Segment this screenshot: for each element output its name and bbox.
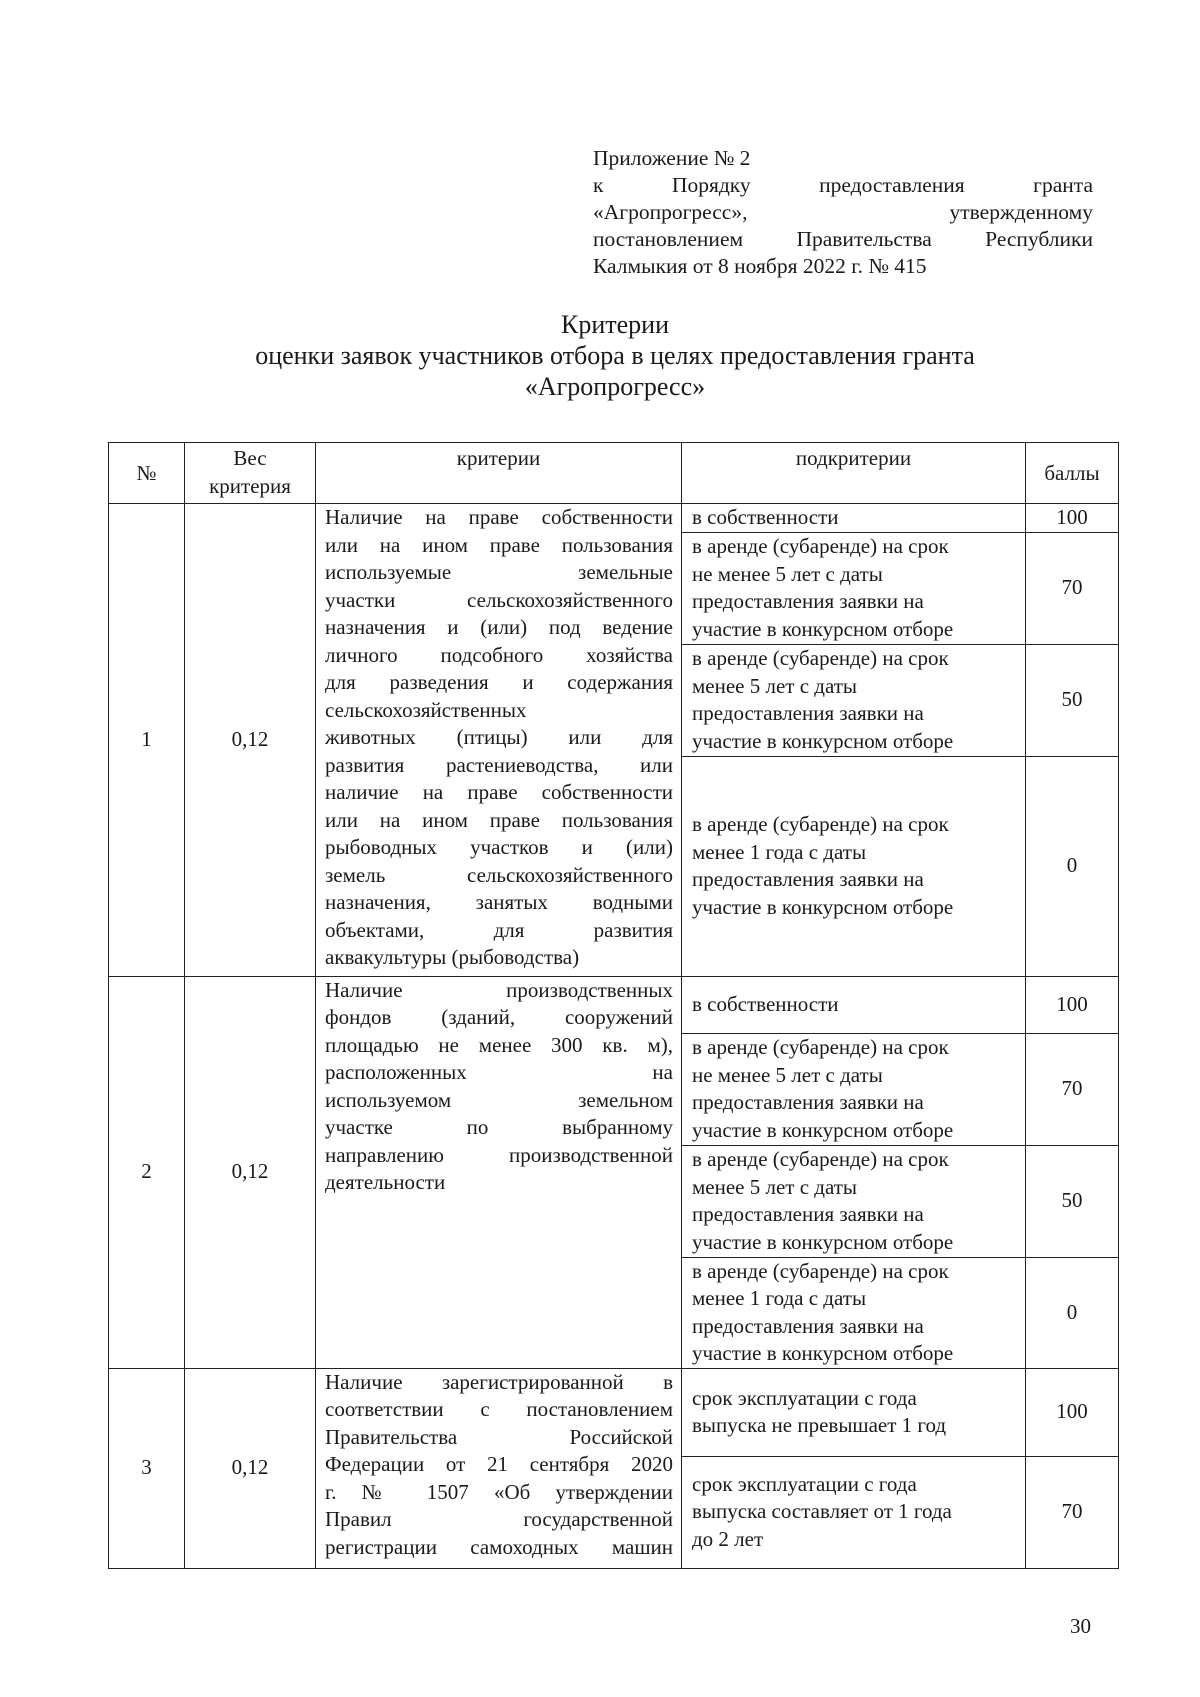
title-line: Критерии [561,310,669,339]
subcriterion-text [682,1145,1026,1257]
criterion-line: рыбоводных участков и (или) [325,835,673,859]
criterion-line: Федерации от 21 сентября 2020 [325,1452,673,1476]
criterion-line: Наличие зарегистрированной в [325,1369,673,1394]
criterion-text [316,1368,682,1568]
criterion-line: или на ином праве пользования [325,532,673,557]
subcriterion-line: предоставления заявки на [692,1202,924,1226]
criterion-line: фондов (зданий, сооружений [325,1005,673,1029]
title-line: «Агропрогресс» [524,372,706,401]
subcriterion-text [682,1257,1026,1368]
table-body [109,504,1119,1569]
subcriterion-line: предоставления заявки на [692,701,924,725]
header-number: № [109,443,185,504]
points-value: 70 [1026,532,1119,644]
criterion-line: личного подсобного хозяйства [325,642,673,667]
criterion-line: расположенных на [325,1060,673,1084]
appendix-line: к Порядку предоставления гранта [593,173,1093,197]
criterion-line: Наличие производственных [325,977,673,1002]
appendix-header [593,145,1093,280]
subcriterion-text [682,1368,1026,1456]
subcriterion-line: менее 1 года с даты [692,839,867,864]
criterion-line: сельскохозяйственных [325,697,527,722]
subcriterion-text [682,976,1026,1033]
row-number: 3 [109,1368,185,1568]
subcriterion-line: не менее 5 лет с даты [692,561,883,586]
subcriterion-text [682,644,1026,756]
criterion-line: регистрации самоходных машин [325,1534,673,1559]
subcriterion-line: участие в конкурсном отборе [692,1341,954,1365]
criterion-line: назначения, занятых водными [325,890,673,914]
subcriterion-line: менее 5 лет с даты [692,673,858,698]
subcriterion-line: менее 5 лет с даты [692,1174,858,1199]
criterion-line: назначения и (или) под ведение [325,615,673,639]
criterion-text [316,976,682,1368]
header-weight-line: критерия [209,473,291,498]
criterion-weight: 0,12 [185,976,316,1368]
subcriterion-line: менее 1 года с даты [692,1286,867,1310]
criterion-line: Правил государственной [325,1507,673,1531]
subcriterion-line: участие в конкурсном отборе [692,894,954,919]
subcriterion-text [682,504,1026,533]
appendix-line: постановлением Правительства Республики [593,227,1093,251]
subcriterion-line: в аренде (субаренде) на срок [692,812,949,836]
subcriterion-line: срок эксплуатации с года [692,1385,917,1410]
points-value: 70 [1026,1456,1119,1568]
criterion-line: Наличие на праве собственности [325,505,673,529]
points-value: 50 [1026,644,1119,756]
points-value: 100 [1026,976,1119,1033]
subcriterion-line: в аренде (субаренде) на срок [692,1147,949,1171]
criterion-text [316,504,682,977]
criterion-line: аквакультуры (рыбоводства) [325,945,580,969]
subcriterion-line: в аренде (субаренде) на срок [692,1035,949,1059]
appendix-line: «Агропрогресс», утвержденному [593,200,1093,224]
subcriterion-line: в аренде (субаренде) на срок [692,1258,949,1283]
points-value: 50 [1026,1145,1119,1257]
subcriterion-line: предоставления заявки на [692,867,924,891]
subcriterion-text [682,756,1026,976]
subcriterion-line: выпуска составляет от 1 года [692,1499,952,1524]
page-number: 30 [1070,1614,1091,1638]
subcriterion-line: в собственности [692,991,839,1016]
subcriterion-line: участие в конкурсном отборе [692,1229,954,1254]
subcriterion-text [682,1456,1026,1568]
row-number: 1 [109,504,185,977]
subcriterion-line: срок эксплуатации с года [692,1471,917,1496]
criterion-line: участке по выбранному [325,1115,673,1139]
subcriterion-line: в собственности [692,505,839,529]
criterion-weight: 0,12 [185,504,316,977]
subcriterion-line: не менее 5 лет с даты [692,1062,883,1087]
subcriterion-text [682,1033,1026,1145]
header-criteria: критерии [316,443,682,504]
row-number: 2 [109,976,185,1368]
criterion-line: участки сельскохозяйственного [325,587,673,612]
table-row [109,976,1119,1033]
criterion-line: используемые земельные [325,560,673,584]
subcriterion-line: участие в конкурсном отборе [692,1117,954,1142]
header-weight-line: Вес [233,446,267,470]
subcriterion-line: предоставления заявки на [692,1090,924,1114]
header-subcriteria: подкритерии [682,443,1026,504]
criterion-line: Правительства Российской [325,1424,673,1449]
title-line: оценки заявок участников отбора в целях предоставления гранта [255,341,975,370]
subcriterion-line: предоставления заявки на [692,589,924,613]
appendix-line: Калмыкия от 8 ноября 2022 г. № 415 [593,254,927,278]
points-value: 100 [1026,1368,1119,1456]
criterion-line: г. № 1507 «Об утверждении [325,1479,673,1504]
subcriterion-line: участие в конкурсном отборе [692,728,954,753]
document-title [100,309,1130,402]
subcriterion-line: выпуска не превышает 1 год [692,1413,947,1437]
appendix-line: Приложение № 2 [593,146,751,170]
criterion-line: используемом земельном [325,1087,673,1112]
criterion-line: развития растениеводства, или [325,752,673,777]
criterion-line: наличие на праве собственности [325,780,673,804]
header-points: баллы [1026,443,1119,504]
criterion-line: соответствии с постановлением [325,1397,673,1421]
criterion-line: объектами, для развития [325,917,673,942]
subcriterion-text [682,532,1026,644]
criterion-weight: 0,12 [185,1368,316,1568]
subcriterion-line: до 2 лет [692,1526,764,1551]
criteria-table [108,442,1119,1569]
points-value: 0 [1026,1257,1119,1368]
table-row [109,1368,1119,1456]
criterion-line: площадью не менее 300 кв. м), [325,1032,673,1057]
subcriterion-line: участие в конкурсном отборе [692,616,954,641]
subcriterion-line: в аренде (субаренде) на срок [692,646,949,670]
table-header-row [109,443,1119,504]
criterion-line: животных (птицы) или для [325,725,673,749]
points-value: 100 [1026,504,1119,533]
criterion-line: земель сельскохозяйственного [325,862,673,887]
subcriterion-line: предоставления заявки на [692,1313,924,1338]
criterion-line: деятельности [325,1170,446,1194]
criterion-line: или на ином праве пользования [325,807,673,832]
points-value: 70 [1026,1033,1119,1145]
subcriterion-line: в аренде (субаренде) на срок [692,534,949,558]
table-row [109,504,1119,533]
header-weight [185,443,316,504]
criterion-line: для разведения и содержания [325,670,673,694]
criterion-line: направлению производственной [325,1142,673,1167]
points-value: 0 [1026,756,1119,976]
